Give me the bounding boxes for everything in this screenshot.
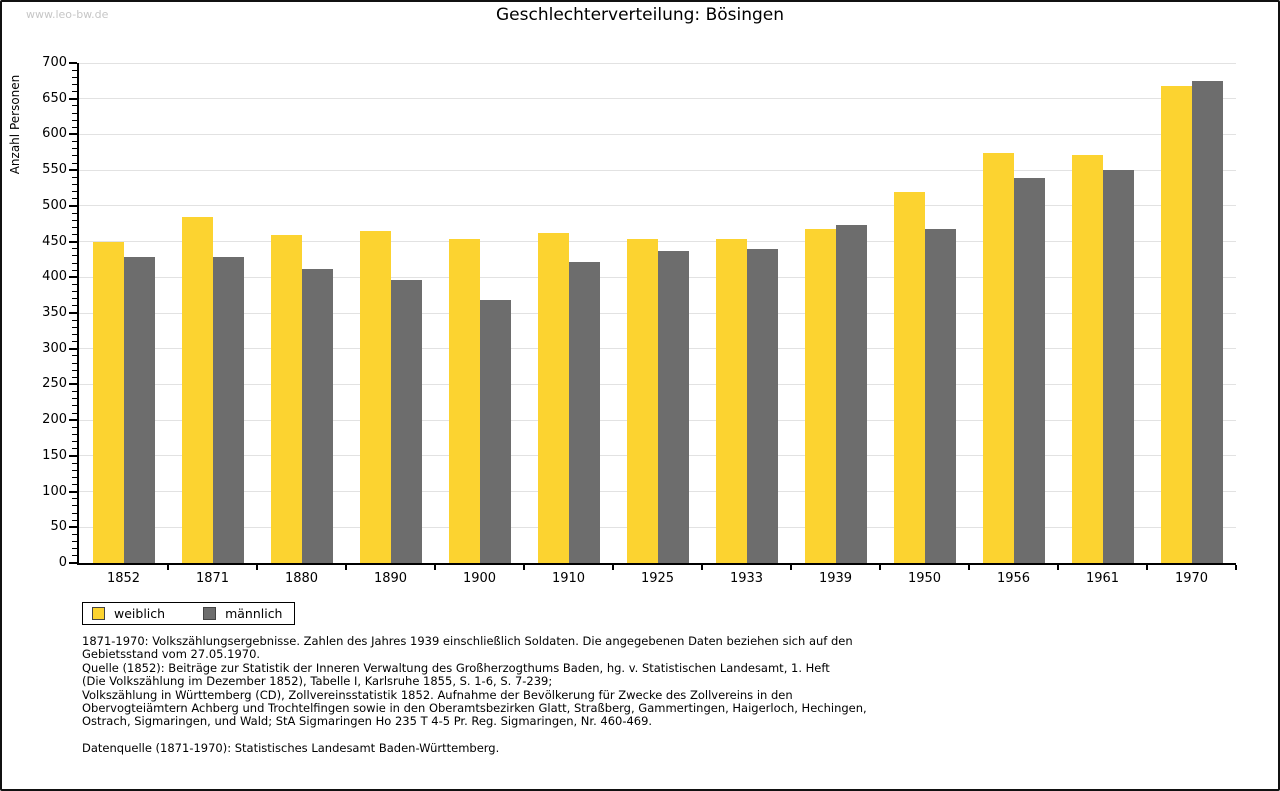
year-group-1900 [435,63,524,586]
watermark: www.leo-bw.de [26,8,109,21]
year-group-1950 [880,63,969,586]
y-minor-tick-70 [72,513,77,514]
y-minor-tick-640 [72,105,77,106]
y-minor-tick-580 [72,148,77,149]
y-minor-tick-680 [72,77,77,78]
footnote-line-5: Volkszählung in Württemberg (CD), Zollvereinsstatistik 1852. Aufnahme der Bevölkerung für Zwecke des Zollvereins in den [82,687,793,702]
y-minor-tick-110 [72,484,77,485]
bar-weiblich-1933 [716,239,747,563]
y-tick-label-600: 600 [42,126,67,142]
y-minor-tick-460 [72,234,77,235]
y-tick-600 [69,133,77,135]
x-label-1925: 1925 [640,571,675,586]
y-minor-tick-210 [72,413,77,414]
x-label-1880: 1880 [284,571,319,586]
y-minor-tick-310 [72,341,77,342]
bar-männlich-1939 [836,225,867,563]
y-minor-tick-340 [72,320,77,321]
legend-item-männlich [203,606,282,621]
footnote-line-2: Gebietsstand vom 27.05.1970. [82,647,261,662]
y-tick-350 [69,312,77,314]
x-tick-1956 [1057,565,1059,570]
bar-männlich-1933 [747,249,778,563]
x-tick-1950 [968,565,970,570]
x-tick-1852 [167,565,169,570]
y-minor-tick-630 [72,113,77,114]
y-minor-tick-470 [72,227,77,228]
y-minor-tick-530 [72,184,77,185]
bar-weiblich-1950 [894,192,925,563]
y-minor-tick-430 [72,255,77,256]
year-group-1956 [969,63,1058,586]
y-tick-label-150: 150 [42,447,67,463]
legend [82,602,295,625]
y-minor-tick-440 [72,248,77,249]
y-minor-tick-410 [72,270,77,271]
y-minor-tick-120 [72,477,77,478]
x-label-1939: 1939 [818,571,853,586]
legend-label-weiblich: weiblich [114,606,166,621]
y-minor-tick-80 [72,505,77,506]
x-label-1950: 1950 [907,571,942,586]
bar-weiblich-1956 [983,153,1014,563]
y-tick-label-300: 300 [42,340,67,356]
y-minor-tick-480 [72,220,77,221]
y-minor-tick-320 [72,334,77,335]
y-tick-100 [69,491,77,493]
y-tick-400 [69,276,77,278]
y-minor-tick-60 [72,520,77,521]
y-minor-tick-20 [72,548,77,549]
x-label-1890: 1890 [373,571,408,586]
y-tick-450 [69,241,77,243]
data-source-line: Datenquelle (1871-1970): Statistisches Landesamt Baden-Württemberg. [82,740,500,755]
bar-männlich-1890 [391,280,422,563]
x-label-1871: 1871 [195,571,230,586]
y-tick-0 [69,562,77,564]
year-group-1939 [791,63,880,586]
x-label-1970: 1970 [1174,571,1209,586]
x-tick-1871 [256,565,258,570]
y-tick-label-100: 100 [42,483,67,499]
y-tick-label-350: 350 [42,305,67,320]
y-minor-tick-170 [72,441,77,442]
y-tick-300 [69,348,77,350]
bar-männlich-1852 [124,257,155,563]
bar-männlich-1956 [1014,178,1045,563]
footnote-lines [82,635,867,729]
bar-weiblich-1900 [449,239,480,563]
x-label-1852: 1852 [106,571,141,586]
bar-weiblich-1925 [627,239,658,563]
year-group-1852 [79,63,168,586]
footnote-line-7: Ostrach, Sigmaringen, und Wald; StA Sigmaringen Ho 235 T 4-5 Pr. Reg. Sigmaringen, Nr. 460-469. [82,714,653,729]
bar-männlich-1880 [302,269,333,563]
y-minor-tick-610 [72,127,77,128]
y-tick-label-700: 700 [42,55,67,70]
y-minor-tick-230 [72,398,77,399]
y-tick-500 [69,205,77,207]
x-tick-1925 [701,565,703,570]
legend-label-männlich: männlich [225,606,283,621]
bar-weiblich-1890 [360,231,391,563]
year-group-1933 [702,63,791,586]
y-axis-label: Anzahl Personen [8,74,22,175]
y-tick-250 [69,383,77,385]
y-minor-tick-160 [72,448,77,449]
y-tick-label-0: 0 [58,555,67,570]
bar-männlich-1910 [569,262,600,563]
bar-weiblich-1939 [805,229,836,563]
y-minor-tick-10 [72,555,77,556]
plot-area [42,55,1236,586]
y-minor-tick-660 [72,91,77,92]
x-tick-1939 [879,565,881,570]
footnote-line-6: Obervogteiämtern Achberg und Trochtelfingen sowie in den Oberamtsbezirken Glatt, Straßberg, Gammertingen, Haigerloch, Hechingen, [82,701,867,716]
y-minor-tick-520 [72,191,77,192]
bar-weiblich-1970 [1161,86,1192,563]
y-tick-label-550: 550 [42,162,67,178]
bar-männlich-1970 [1192,81,1223,563]
footnote-line-3: Quelle (1852): Beiträge zur Statistik der Inneren Verwaltung des Großherzogthums Baden, hg. v. Statistischen Landesamt, 1. Heft [82,660,830,675]
y-minor-tick-140 [72,463,77,464]
y-minor-tick-180 [72,434,77,435]
bar-weiblich-1852 [93,242,124,563]
x-label-1961: 1961 [1085,571,1120,586]
y-minor-tick-40 [72,534,77,535]
year-group-1925 [613,63,702,586]
y-minor-tick-360 [72,305,77,306]
y-minor-tick-220 [72,405,77,406]
bar-weiblich-1910 [538,233,569,563]
y-minor-tick-190 [72,427,77,428]
year-group-1890 [346,63,435,586]
year-group-1871 [168,63,257,586]
legend-item-weiblich [92,606,165,621]
y-minor-tick-240 [72,391,77,392]
x-label-1910: 1910 [551,571,586,586]
y-minor-tick-670 [72,84,77,85]
bar-weiblich-1961 [1072,155,1103,563]
bar-männlich-1961 [1103,170,1134,563]
y-minor-tick-690 [72,70,77,71]
y-tick-label-450: 450 [42,233,67,249]
y-tick-label-200: 200 [42,412,67,428]
y-tick-50 [69,526,77,528]
y-minor-tick-130 [72,470,77,471]
y-minor-tick-280 [72,363,77,364]
x-tick-1961 [1146,565,1148,570]
x-tick-1910 [612,565,614,570]
y-tick-label-400: 400 [42,269,67,285]
y-tick-label-250: 250 [42,376,67,392]
y-minor-tick-420 [72,263,77,264]
y-tick-label-650: 650 [42,90,67,106]
bar-weiblich-1880 [271,235,302,563]
y-minor-tick-560 [72,163,77,164]
bar-männlich-1950 [925,229,956,563]
chart-title: Geschlechterverteilung: Bösingen [495,5,785,25]
year-group-1910 [524,63,613,586]
bar-weiblich-1871 [182,217,213,563]
y-minor-tick-540 [72,177,77,178]
y-tick-label-50: 50 [50,519,67,535]
x-tick-1933 [790,565,792,570]
y-minor-tick-260 [72,377,77,378]
y-minor-tick-30 [72,541,77,542]
y-tick-550 [69,169,77,171]
x-label-1900: 1900 [462,571,497,586]
footnotes [82,635,867,755]
x-tick-1900 [523,565,525,570]
y-minor-tick-490 [72,213,77,214]
year-group-1880 [257,63,346,586]
year-group-1961 [1058,63,1147,586]
y-minor-tick-620 [72,120,77,121]
y-minor-tick-380 [72,291,77,292]
footnote-line-1: 1871-1970: Volkszählungsergebnisse. Zahlen des Jahres 1939 einschließlich Soldaten. Die angegebenen Daten beziehen sich auf den [82,634,853,648]
y-tick-200 [69,419,77,421]
y-tick-700 [69,62,77,64]
y-minor-tick-390 [72,284,77,285]
bar-männlich-1900 [480,300,511,563]
y-tick-label-500: 500 [42,197,67,213]
bar-männlich-1925 [658,251,689,563]
y-minor-tick-570 [72,155,77,156]
y-minor-tick-510 [72,198,77,199]
bar-groups [79,63,1236,586]
y-minor-tick-370 [72,298,77,299]
y-minor-tick-590 [72,141,77,142]
legend-swatch-männlich [203,607,216,620]
y-tick-650 [69,98,77,100]
legend-swatch-weiblich [92,607,105,620]
x-tick-1970 [1235,565,1237,570]
y-minor-tick-290 [72,355,77,356]
y-tick-150 [69,455,77,457]
year-group-1970 [1147,63,1236,586]
x-label-1956: 1956 [996,571,1031,586]
y-minor-tick-330 [72,327,77,328]
x-tick-1890 [434,565,436,570]
x-tick-1880 [345,565,347,570]
x-label-1933: 1933 [729,571,764,586]
y-minor-tick-270 [72,370,77,371]
y-minor-tick-90 [72,498,77,499]
footnote-line-4: (Die Volkszählung im Dezember 1852), Tabelle I, Karlsruhe 1855, S. 1-6, S. 7-239; [82,674,553,689]
bar-männlich-1871 [213,257,244,563]
